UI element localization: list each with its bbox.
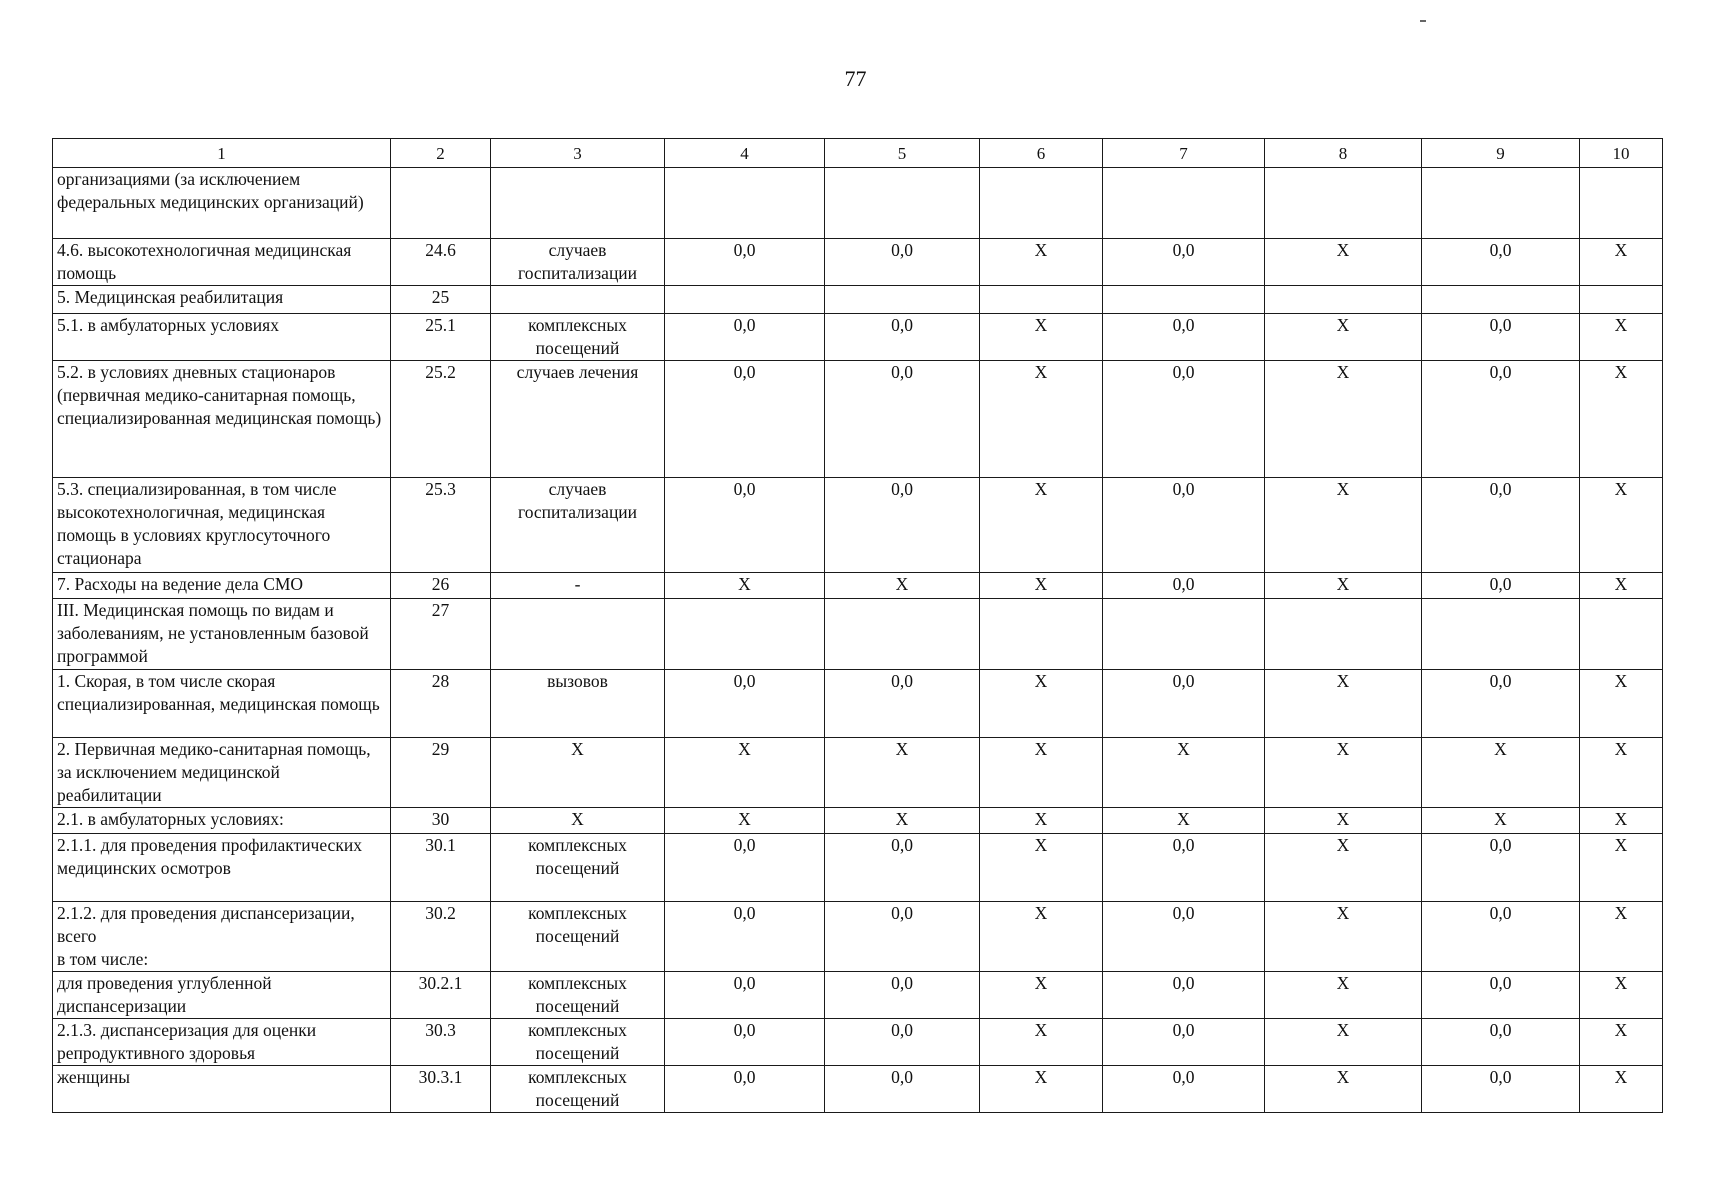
table-row (53, 808, 1663, 834)
header-col-2: 2 (391, 139, 491, 168)
row-col-9: 0,0 (1422, 478, 1580, 573)
scan-mark (1420, 20, 1426, 22)
row-col-7: 0,0 (1103, 314, 1265, 361)
row-col-9: 0,0 (1422, 239, 1580, 286)
row-col-8 (1265, 599, 1422, 670)
row-unit (491, 599, 665, 670)
row-col-5 (825, 599, 980, 670)
header-col-5: 5 (825, 139, 980, 168)
row-col-7: 0,0 (1103, 902, 1265, 972)
row-col-5 (825, 168, 980, 239)
row-col-7: X (1103, 808, 1265, 834)
row-col-9: 0,0 (1422, 573, 1580, 599)
row-unit: X (491, 738, 665, 808)
row-unit: комплексных посещений (491, 314, 665, 361)
table-row (53, 314, 1663, 361)
row-unit: комплексных посещений (491, 1066, 665, 1113)
row-col-4: 0,0 (665, 1066, 825, 1113)
row-col-9: X (1422, 738, 1580, 808)
table-row (53, 1066, 1663, 1113)
row-col-7: 0,0 (1103, 573, 1265, 599)
row-col-8: X (1265, 670, 1422, 738)
row-name: женщины (53, 1066, 391, 1113)
row-col-10: X (1580, 314, 1663, 361)
row-col-10: X (1580, 573, 1663, 599)
row-col-6 (980, 286, 1103, 314)
row-name: 1. Скорая, в том числе скорая специализированная, медицинская помощь (53, 670, 391, 738)
row-col-10: X (1580, 1019, 1663, 1066)
row-col-9: 0,0 (1422, 972, 1580, 1019)
row-unit (491, 168, 665, 239)
row-col-7: 0,0 (1103, 834, 1265, 902)
row-col-7: 0,0 (1103, 670, 1265, 738)
row-col-7 (1103, 168, 1265, 239)
row-col-5: 0,0 (825, 1066, 980, 1113)
row-col-7: 0,0 (1103, 1019, 1265, 1066)
row-col-8 (1265, 168, 1422, 239)
row-col-8: X (1265, 902, 1422, 972)
row-col-10: X (1580, 478, 1663, 573)
row-col-5: 0,0 (825, 314, 980, 361)
row-col-6: X (980, 239, 1103, 286)
header-col-7: 7 (1103, 139, 1265, 168)
row-col-4: X (665, 738, 825, 808)
table-body (53, 168, 1663, 1113)
row-col-7: X (1103, 738, 1265, 808)
row-col-9: 0,0 (1422, 902, 1580, 972)
row-name: 7. Расходы на ведение дела СМО (53, 573, 391, 599)
row-col-6: X (980, 361, 1103, 478)
row-name: III. Медицинская помощь по видам и заболеваниям, не установленным базовой программой (53, 599, 391, 670)
row-name: 2.1.3. диспансеризация для оценки репродуктивного здоровья (53, 1019, 391, 1066)
row-col-9: X (1422, 808, 1580, 834)
table-row (53, 573, 1663, 599)
row-col-10: X (1580, 239, 1663, 286)
table-row (53, 738, 1663, 808)
row-col-6: X (980, 573, 1103, 599)
row-col-4: X (665, 573, 825, 599)
table-row (53, 670, 1663, 738)
row-unit: комплексных посещений (491, 834, 665, 902)
row-col-10 (1580, 599, 1663, 670)
row-col-8: X (1265, 478, 1422, 573)
row-col-8 (1265, 286, 1422, 314)
row-code: 30.1 (391, 834, 491, 902)
row-name: 5.3. специализированная, в том числе высокотехнологичная, медицинская помощь в условиях круглосуточного стационара (53, 478, 391, 573)
row-col-6: X (980, 670, 1103, 738)
row-name: 5.1. в амбулаторных условиях (53, 314, 391, 361)
row-col-10: X (1580, 738, 1663, 808)
row-col-9: 0,0 (1422, 670, 1580, 738)
row-col-6: X (980, 738, 1103, 808)
table-row (53, 168, 1663, 239)
row-col-9: 0,0 (1422, 834, 1580, 902)
row-col-5: 0,0 (825, 239, 980, 286)
row-name: 2.1.2. для проведения диспансеризации, всего в том числе: (53, 902, 391, 972)
row-col-5: 0,0 (825, 1019, 980, 1066)
table-row (53, 902, 1663, 972)
header-col-8: 8 (1265, 139, 1422, 168)
header-col-6: 6 (980, 139, 1103, 168)
row-col-4: 0,0 (665, 239, 825, 286)
row-col-8: X (1265, 239, 1422, 286)
row-col-6: X (980, 808, 1103, 834)
row-unit: комплексных посещений (491, 902, 665, 972)
row-code: 24.6 (391, 239, 491, 286)
row-code: 25.3 (391, 478, 491, 573)
row-col-10: X (1580, 902, 1663, 972)
row-col-4 (665, 168, 825, 239)
row-col-6 (980, 599, 1103, 670)
row-col-5: 0,0 (825, 361, 980, 478)
row-col-6: X (980, 478, 1103, 573)
row-code: 30.2 (391, 902, 491, 972)
row-col-8: X (1265, 972, 1422, 1019)
row-col-5: X (825, 573, 980, 599)
row-col-9: 0,0 (1422, 314, 1580, 361)
row-col-8: X (1265, 314, 1422, 361)
row-col-6: X (980, 1019, 1103, 1066)
row-unit: случаев госпитализации (491, 239, 665, 286)
row-name: 2. Первичная медико-санитарная помощь, за исключением медицинской реабилитации (53, 738, 391, 808)
row-col-4: 0,0 (665, 1019, 825, 1066)
row-unit: случаев лечения (491, 361, 665, 478)
row-col-8: X (1265, 1066, 1422, 1113)
row-col-5: 0,0 (825, 834, 980, 902)
header-col-3: 3 (491, 139, 665, 168)
row-col-5 (825, 286, 980, 314)
header-row (53, 139, 1663, 168)
table-row (53, 361, 1663, 478)
row-unit: - (491, 573, 665, 599)
row-name: организациями (за исключением федеральных медицинских организаций) (53, 168, 391, 239)
row-unit: вызовов (491, 670, 665, 738)
row-name: 2.1.1. для проведения профилактических медицинских осмотров (53, 834, 391, 902)
table-row (53, 972, 1663, 1019)
row-col-5: X (825, 738, 980, 808)
row-name: 4.6. высокотехнологичная медицинская помощь (53, 239, 391, 286)
row-col-4 (665, 286, 825, 314)
row-col-6: X (980, 314, 1103, 361)
row-unit: случаев госпитализации (491, 478, 665, 573)
row-name: 5. Медицинская реабилитация (53, 286, 391, 314)
table-row (53, 478, 1663, 573)
row-code: 26 (391, 573, 491, 599)
row-name: 5.2. в условиях дневных стационаров (первичная медико-санитарная помощь, специализированная медицинская помощь) (53, 361, 391, 478)
row-col-4: 0,0 (665, 314, 825, 361)
row-col-7: 0,0 (1103, 239, 1265, 286)
row-col-10: X (1580, 361, 1663, 478)
row-col-10: X (1580, 834, 1663, 902)
header-col-4: 4 (665, 139, 825, 168)
row-col-4: 0,0 (665, 361, 825, 478)
row-col-10: X (1580, 670, 1663, 738)
data-table (52, 138, 1663, 1113)
row-col-8: X (1265, 1019, 1422, 1066)
row-col-7: 0,0 (1103, 478, 1265, 573)
row-col-4: 0,0 (665, 478, 825, 573)
row-col-9 (1422, 286, 1580, 314)
row-col-4: 0,0 (665, 972, 825, 1019)
row-col-7: 0,0 (1103, 1066, 1265, 1113)
row-name: 2.1. в амбулаторных условиях: (53, 808, 391, 834)
row-col-6: X (980, 834, 1103, 902)
row-code (391, 168, 491, 239)
table-row (53, 834, 1663, 902)
header-col-1: 1 (53, 139, 391, 168)
row-col-9: 0,0 (1422, 361, 1580, 478)
row-col-4 (665, 599, 825, 670)
header-col-10: 10 (1580, 139, 1663, 168)
row-col-8: X (1265, 573, 1422, 599)
row-col-8: X (1265, 808, 1422, 834)
row-code: 30.3 (391, 1019, 491, 1066)
row-col-5: 0,0 (825, 902, 980, 972)
row-col-7: 0,0 (1103, 361, 1265, 478)
row-col-5: 0,0 (825, 972, 980, 1019)
row-col-10 (1580, 168, 1663, 239)
row-col-5: X (825, 808, 980, 834)
row-col-8: X (1265, 834, 1422, 902)
row-col-5: 0,0 (825, 670, 980, 738)
row-col-10: X (1580, 808, 1663, 834)
table-row (53, 286, 1663, 314)
row-code: 25 (391, 286, 491, 314)
row-code: 30 (391, 808, 491, 834)
row-col-9: 0,0 (1422, 1019, 1580, 1066)
row-col-6: X (980, 972, 1103, 1019)
row-col-4: 0,0 (665, 834, 825, 902)
row-col-7 (1103, 599, 1265, 670)
row-col-9: 0,0 (1422, 1066, 1580, 1113)
row-col-6 (980, 168, 1103, 239)
header-col-9: 9 (1422, 139, 1580, 168)
row-col-9 (1422, 168, 1580, 239)
row-name: для проведения углубленной диспансеризации (53, 972, 391, 1019)
table-row (53, 599, 1663, 670)
page-number: 77 (844, 66, 867, 91)
row-col-8: X (1265, 738, 1422, 808)
row-col-7 (1103, 286, 1265, 314)
row-code: 28 (391, 670, 491, 738)
row-code: 30.3.1 (391, 1066, 491, 1113)
row-col-5: 0,0 (825, 478, 980, 573)
row-col-10 (1580, 286, 1663, 314)
row-col-6: X (980, 902, 1103, 972)
row-col-9 (1422, 599, 1580, 670)
row-col-10: X (1580, 1066, 1663, 1113)
row-col-7: 0,0 (1103, 972, 1265, 1019)
row-col-10: X (1580, 972, 1663, 1019)
row-unit: X (491, 808, 665, 834)
row-col-4: 0,0 (665, 902, 825, 972)
row-unit: комплексных посещений (491, 1019, 665, 1066)
table-row (53, 1019, 1663, 1066)
row-unit: комплексных посещений (491, 972, 665, 1019)
row-code: 30.2.1 (391, 972, 491, 1019)
row-col-6: X (980, 1066, 1103, 1113)
row-code: 27 (391, 599, 491, 670)
row-code: 25.1 (391, 314, 491, 361)
row-col-8: X (1265, 361, 1422, 478)
row-code: 29 (391, 738, 491, 808)
row-col-4: 0,0 (665, 670, 825, 738)
row-code: 25.2 (391, 361, 491, 478)
row-col-4: X (665, 808, 825, 834)
row-unit (491, 286, 665, 314)
table-row (53, 239, 1663, 286)
